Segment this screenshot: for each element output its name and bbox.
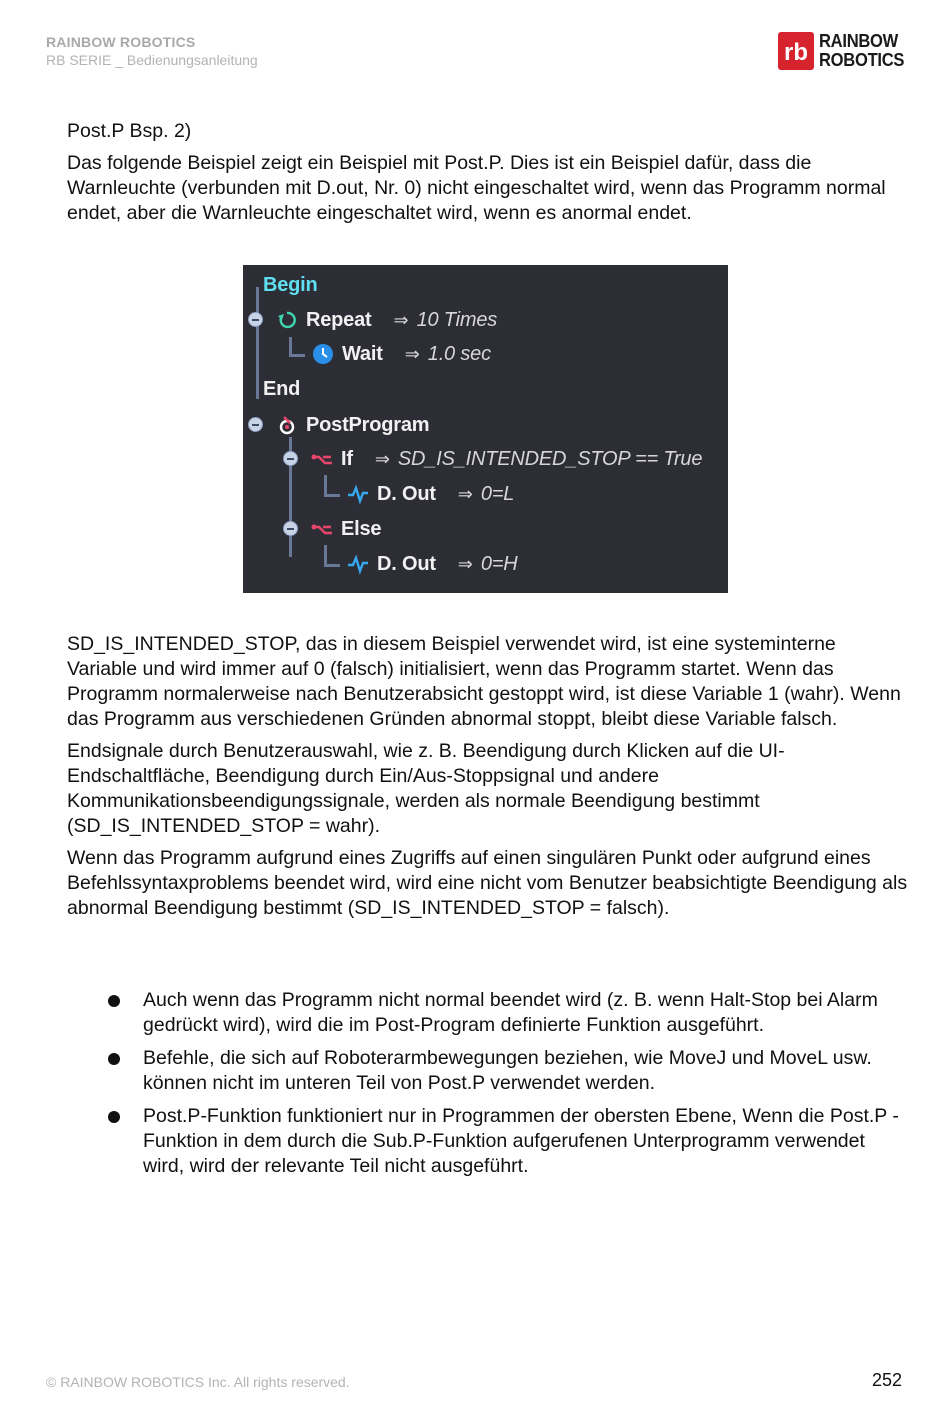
dout-1-label: D. Out	[377, 482, 436, 505]
page-number: 252	[872, 1370, 903, 1390]
if-arrow: ⇒	[374, 448, 390, 469]
list-item	[67, 1104, 909, 1179]
postprogram-icon	[276, 414, 298, 436]
if-label: If	[341, 447, 353, 470]
branch-else-icon	[311, 518, 333, 540]
body-paragraph-2: Endsignale durch Benutzerauswahl, wie z. B. Beendigung durch Klicken auf die UI-Endschaltfläche, Beendigung durch Ein/Aus-Stoppsignal und andere Kommunikationsbeendigungssignale, werden als normale Beendigung bestimmt (SD_IS_INTENDED_STOP = wahr).	[67, 740, 785, 837]
logo-text-line1: RAINBOW	[819, 31, 899, 51]
tree-line-dout1	[324, 494, 340, 497]
row-dout-1[interactable]	[347, 479, 514, 509]
logo-mark-icon	[778, 32, 814, 70]
body-paragraph-1: SD_IS_INTENDED_STOP, das in diesem Beispiel verwendet wird, ist eine systeminterne Variable und wird immer auf 0 (falsch) initialisiert, wenn das Programm startet. Wenn das Programm normalerweise nach Benutzerabsicht gestoppt wird, ist diese Variable 1 (wahr). Wenn das Programm aus verschiedenen Gründen abnormal stoppt, bleibt diese Variable falsch.	[67, 633, 901, 730]
begin-label: Begin	[263, 273, 318, 296]
intro-section	[67, 119, 909, 226]
header-company: RAINBOW ROBOTICS	[46, 34, 196, 50]
intro-paragraph: Das folgende Beispiel zeigt ein Beispiel mit Post.P. Dies ist ein Beispiel dafür, dass die Warnleuchte (verbunden mit D.out, Nr. 0) nicht eingeschaltet wird, wenn das Programm normal endet, aber die Warnleuchte eingeschaltet wird, wenn es anormal endet.	[67, 152, 886, 224]
program-tree-screenshot	[243, 265, 728, 593]
dout-1-arg: 0=L	[480, 482, 515, 505]
collapse-repeat-icon[interactable]	[248, 312, 263, 327]
footer-copyright: © RAINBOW ROBOTICS Inc. All rights reserved.	[46, 1374, 350, 1390]
tree-line-wait	[289, 354, 305, 357]
list-item-text: Auch wenn das Programm nicht normal beendet wird (z. B. wenn Halt-Stop bei Alarm gedrückt wird), wird die im Post-Program definierte Funktion ausgeführt.	[143, 989, 878, 1036]
tree-line-dout2	[324, 564, 340, 567]
tree-line-main	[256, 287, 259, 399]
dout-2-label: D. Out	[377, 552, 436, 575]
repeat-icon	[276, 309, 298, 331]
dout-2-arrow: ⇒	[457, 553, 473, 574]
collapse-else-icon[interactable]	[283, 521, 298, 536]
bullet-dot-icon	[108, 1111, 120, 1123]
digital-out-icon	[347, 553, 369, 575]
bullet-dot-icon	[108, 1053, 120, 1065]
example-title: Post.P Bsp. 2)	[67, 120, 192, 142]
list-item-text: Befehle, die sich auf Roboterarmbewegungen beziehen, wie MoveJ und MoveL usw. können nicht im unteren Teil von Post.P verwendet werden.	[143, 1047, 872, 1094]
body-paragraph-3: Wenn das Programm aufgrund eines Zugriffs auf einen singulären Punkt oder aufgrund eines Befehlssyntaxproblems beendet wird, wird eine nicht vom Benutzer beabsichtigte Beendigung als abnormal Beendigung bestimmt (SD_IS_INTENDED_STOP = falsch).	[67, 847, 908, 919]
row-if[interactable]	[311, 444, 702, 474]
wait-arrow: ⇒	[404, 343, 420, 364]
repeat-arrow: ⇒	[393, 309, 409, 330]
bullet-dot-icon	[108, 995, 120, 1007]
list-item	[67, 1046, 909, 1096]
dout-1-arrow: ⇒	[457, 483, 473, 504]
digital-out-icon	[347, 483, 369, 505]
notes-list	[67, 988, 909, 1187]
row-begin[interactable]	[263, 270, 318, 300]
postprogram-label: PostProgram	[306, 413, 430, 436]
branch-if-icon	[311, 448, 333, 470]
clock-icon	[312, 343, 334, 365]
list-item	[67, 988, 909, 1038]
body-section	[67, 632, 909, 921]
row-postprogram[interactable]	[276, 410, 429, 440]
logo-mark-text: rb	[784, 39, 808, 66]
logo-text	[819, 32, 904, 70]
row-else[interactable]	[311, 514, 381, 544]
row-end[interactable]	[263, 374, 300, 404]
dout-2-arg: 0=H	[480, 552, 518, 575]
collapse-if-icon[interactable]	[283, 451, 298, 466]
else-label: Else	[341, 517, 382, 540]
header-document-title: RB SERIE _ Bedienungsanleitung	[46, 52, 258, 68]
row-repeat[interactable]	[276, 305, 497, 335]
list-item-text: Post.P-Funktion funktioniert nur in Programmen der obersten Ebene, Wenn die Post.P -Funktion in dem durch die Sub.P-Funktion aufgerufenen Unterprogramm verwendet wird, wird der relevante Teil nicht ausgeführt.	[143, 1105, 899, 1177]
end-label: End	[263, 377, 301, 400]
wait-arg: 1.0 sec	[427, 342, 491, 365]
rainbow-robotics-logo	[778, 32, 912, 70]
row-wait[interactable]	[312, 339, 491, 369]
row-dout-2[interactable]	[347, 549, 518, 579]
repeat-arg: 10 Times	[416, 308, 498, 331]
logo-text-line2: ROBOTICS	[819, 50, 905, 70]
repeat-label: Repeat	[306, 308, 372, 331]
wait-label: Wait	[342, 342, 383, 365]
collapse-postprogram-icon[interactable]	[248, 417, 263, 432]
if-condition: SD_IS_INTENDED_STOP == True	[397, 447, 703, 470]
